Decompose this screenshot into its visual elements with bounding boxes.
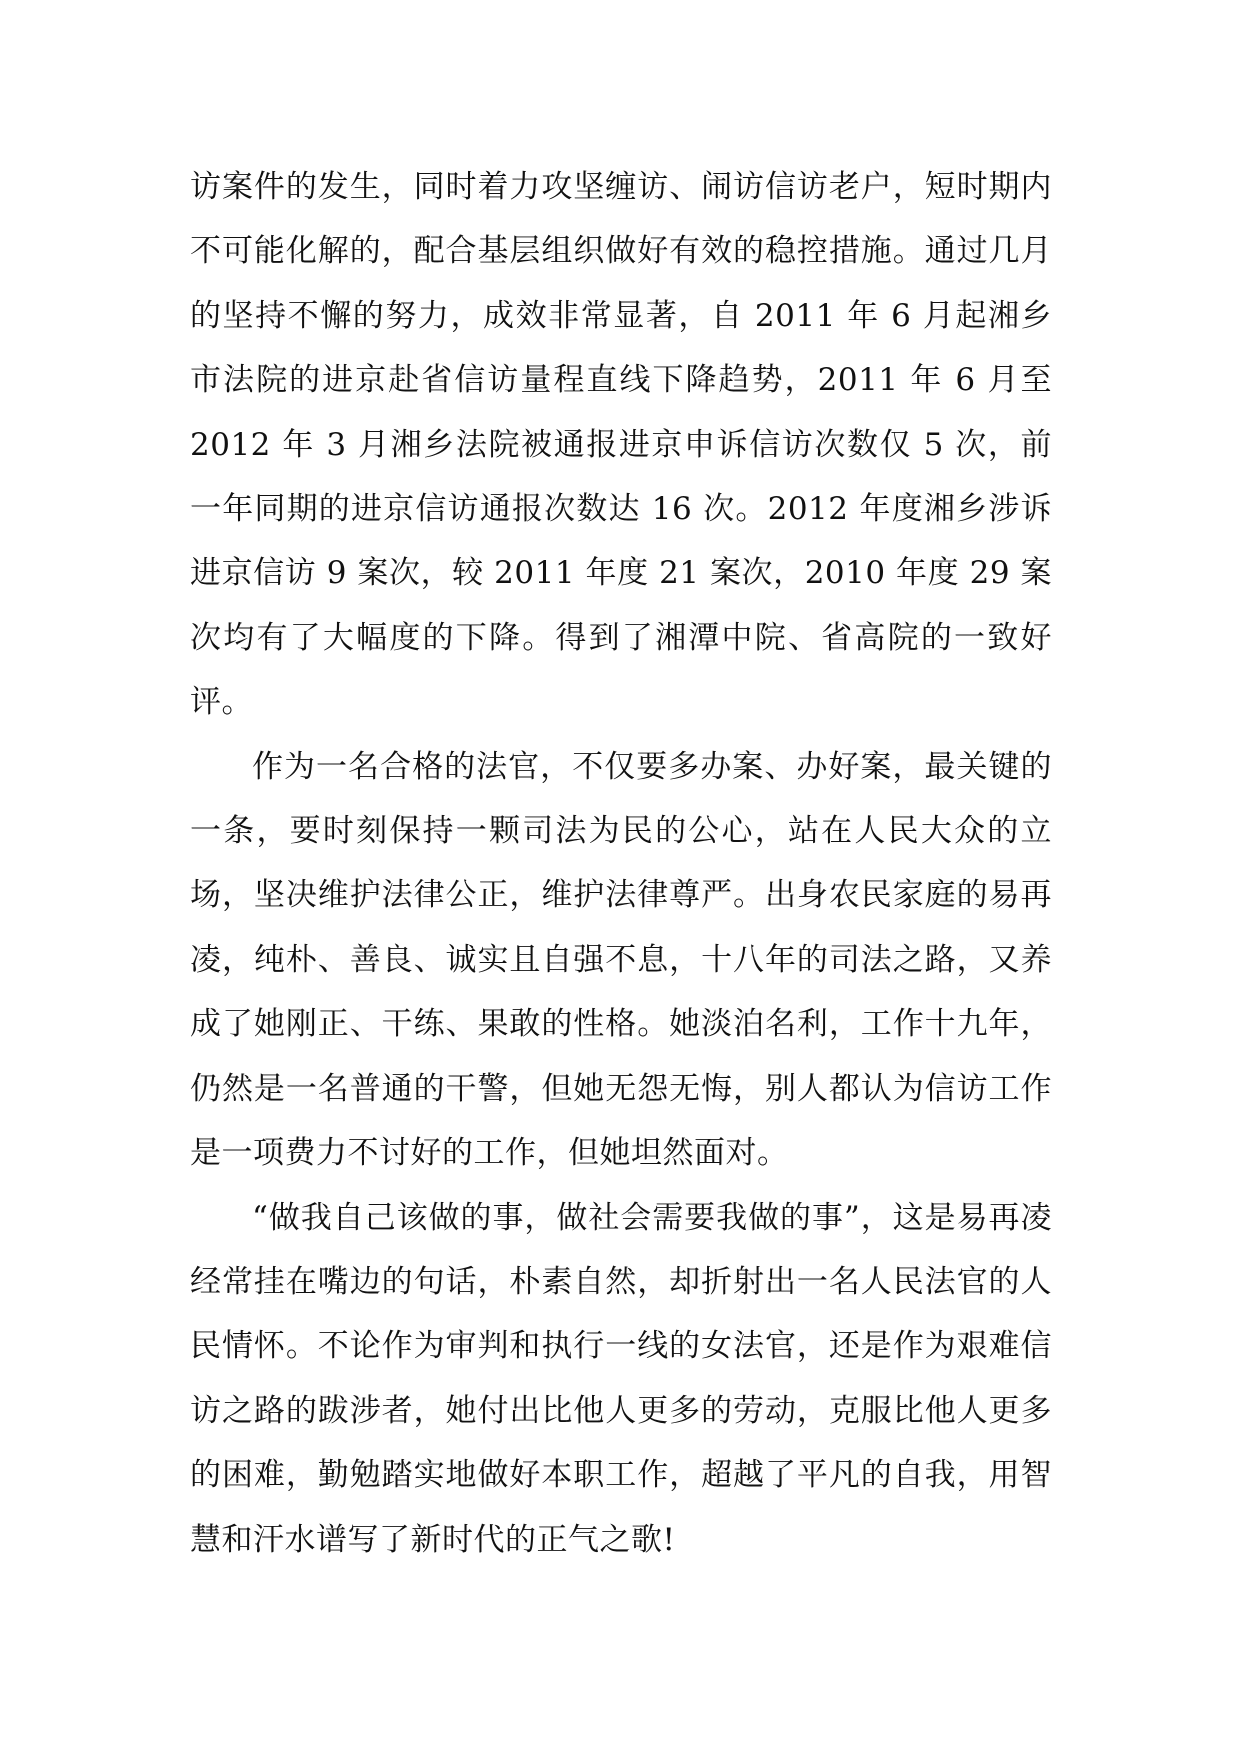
document-body	[190, 155, 1052, 1572]
paragraph-continuation: 访案件的发生，同时着力攻坚缠访、闹访信访老户，短时期内不可能化解的，配合基层组织做好有效的稳控措施。通过几月的坚持不懈的努力，成效非常显著，自 2011 年 6 月起湘乡市法院的进京赴省信访量程直线下降趋势，2011 年 6 月至 2012 年 3 月湘乡法院被通报进京申诉信访次数仅 5 次，前一年同期的进京信访通报次数达 16 次。2012 年度湘乡涉诉进京信访 9 案次，较 2011 年度 21 案次，2010 年度 29 案次均有了大幅度的下降。得到了湘潭中院、省高院的一致好评。	[190, 169, 1052, 721]
paragraph-quote-conclusion: “做我自己该做的事，做社会需要我做的事”，这是易再凌经常挂在嘴边的句话，朴素自然，却折射出一名人民法官的人民情怀。不论作为审判和执行一线的女法官，还是作为艰难信访之路的跋涉者，她付出比他人更多的劳动，克服比他人更多的困难，勤勉踏实地做好本职工作，超越了平凡的自我，用智慧和汗水谱写了新时代的正气之歌!	[190, 1199, 1052, 1558]
paragraph-qualified-judge: 作为一名合格的法官，不仅要多办案、办好案，最关键的一条，要时刻保持一颗司法为民的公心，站在人民大众的立场，坚决维护法律公正，维护法律尊严。出身农民家庭的易再凌，纯朴、善良、诚实且自强不息，十八年的司法之路，又养成了她刚正、干练、果敢的性格。她淡泊名利，工作十九年，仍然是一名普通的干警，但她无怨无悔，别人都认为信访工作是一项费力不讨好的工作，但她坦然面对。	[190, 748, 1052, 1172]
